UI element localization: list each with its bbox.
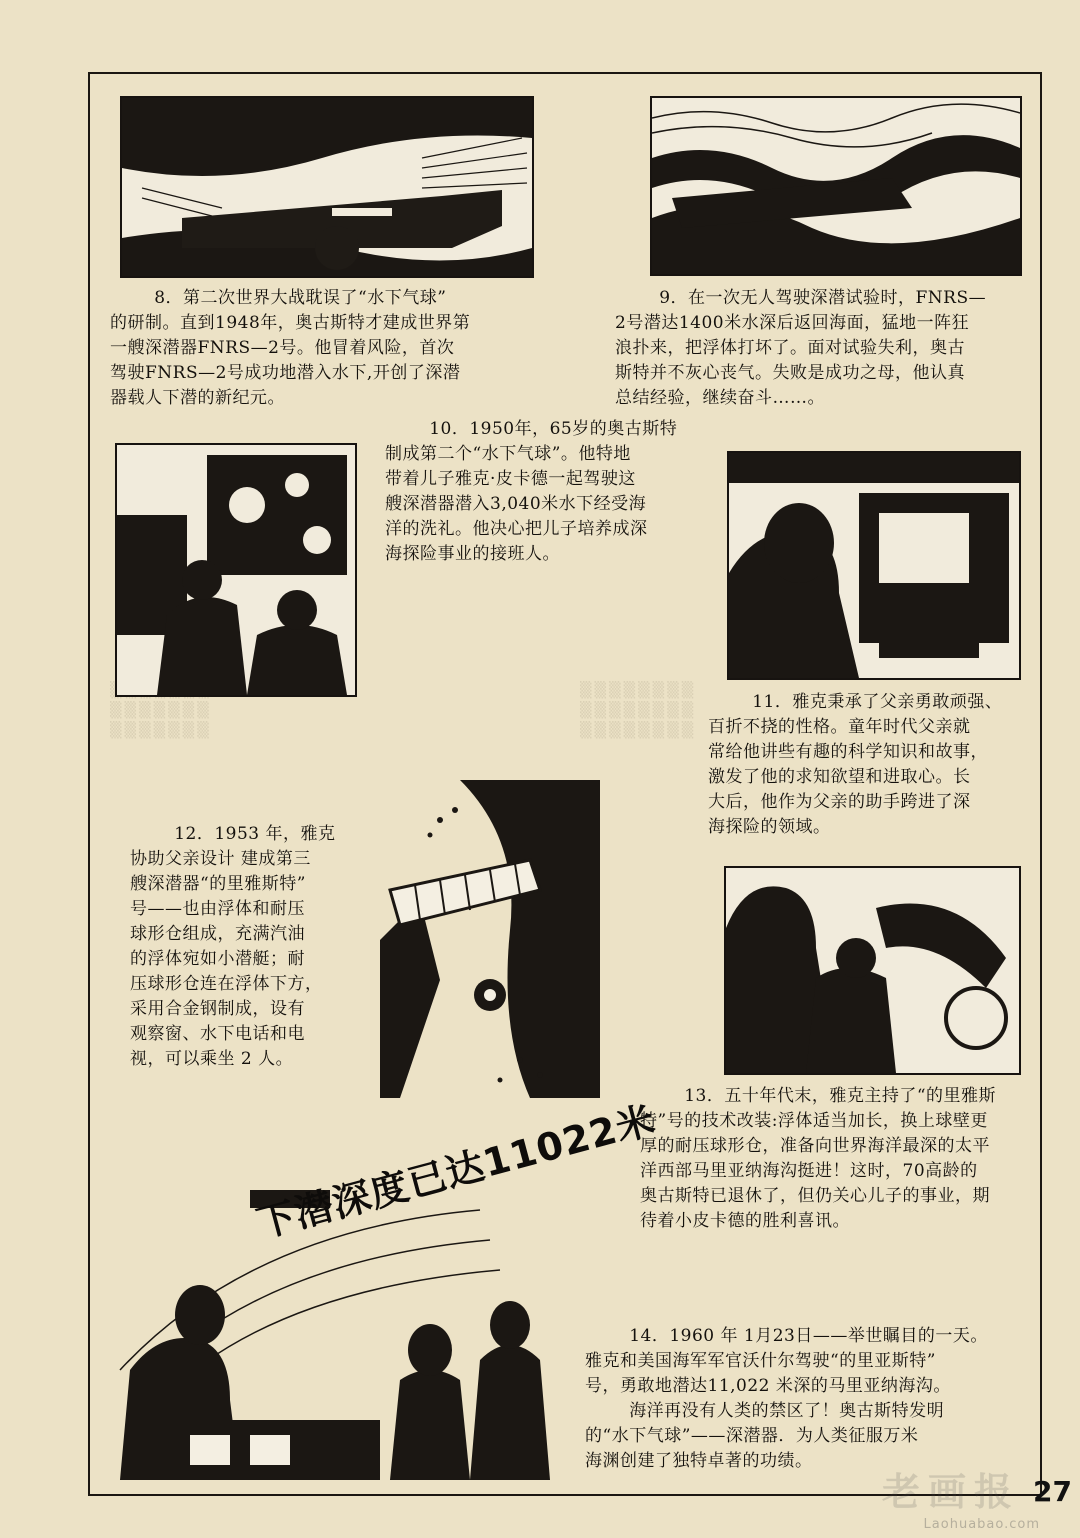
- depth-banner: 下潜深度已达11022米: [252, 1097, 660, 1247]
- caption-12-line: 球形仓组成，充满汽油: [130, 924, 305, 944]
- caption-8-line: 第二次世界大战耽误了“水下气球”: [183, 288, 447, 308]
- caption-12-line: 1953 年，雅克: [214, 824, 336, 844]
- caption-13-line: 特”号的技术改装:浮体适当加长，换上球壁更: [640, 1111, 988, 1131]
- caption-9: [615, 286, 1020, 411]
- caption-13: [640, 1084, 1020, 1234]
- caption-9-line: 斯特并不灰心丧气。失败是成功之母，他认真: [615, 363, 965, 383]
- illustration-panel-9: [650, 96, 1022, 276]
- caption-14-line: 1960 年 1月23日——举世瞩目的一天。: [669, 1326, 988, 1346]
- caption-9-line: 总结经验，继续奋斗……。: [615, 388, 825, 408]
- caption-10-line: 艘深潜器潜入3,040米水下经受海: [385, 494, 647, 514]
- illustration-panel-13: [724, 866, 1021, 1075]
- show-through-text: ▒▒▒▒▒▒▒▒ ▒▒▒▒▒▒▒▒ ▒▒▒▒▒▒▒▒: [580, 681, 697, 739]
- caption-11-line: 海探险的领域。: [708, 817, 831, 837]
- caption-8: [110, 286, 550, 411]
- caption-12-number: 12．: [174, 824, 215, 844]
- caption-14-line: 海洋再没有人类的禁区了！奥古斯特发明: [629, 1401, 945, 1421]
- caption-8-line: 一艘深潜器FNRS—2号。他冒着风险，首次: [110, 338, 455, 358]
- caption-12: [130, 822, 365, 1072]
- caption-10-line: 洋的洗礼。他决心把儿子培养成深: [385, 519, 648, 539]
- caption-11-line: 激发了他的求知欲望和进取心。长: [708, 767, 971, 787]
- caption-9-line: 在一次无人驾驶深潜试验时，FNRS—: [688, 288, 987, 308]
- caption-12-line: 采用合金钢制成，设有: [130, 999, 305, 1019]
- caption-11-number: 11．: [752, 692, 793, 712]
- caption-10: [385, 417, 695, 567]
- illustration-panel-8: [120, 96, 534, 278]
- caption-9-line: 浪扑来，把浮体打坏了。面对试验失利，奥古: [615, 338, 965, 358]
- control-room-father-son-illustration: [117, 445, 355, 695]
- watermark-logo: 老画报: [881, 1470, 1020, 1514]
- caption-8-number: 8．: [154, 288, 184, 308]
- caption-12-line: 视，可以乘坐 2 人。: [130, 1049, 294, 1069]
- caption-14-line: 的“水下气球”——深潜器．为人类征服万米: [585, 1426, 919, 1446]
- illustration-panel-10: [115, 443, 357, 697]
- caption-13-line: 洋西部马里亚纳海沟挺进！这时，70高龄的: [640, 1161, 978, 1181]
- show-through-text: ▒▒▒▒▒▒▒ ▒▒▒▒▒▒▒: [110, 701, 212, 739]
- caption-8-line: 器载人下潜的新纪元。: [110, 388, 285, 408]
- caption-13-line: 奥古斯特已退休了，但仍关心儿子的事业，期: [640, 1186, 990, 1206]
- caption-9-line: 2号潜达1400米水深后返回海面，猛地一阵狂: [615, 313, 970, 333]
- caption-12-line: 压球形仓连在浮体下方，: [130, 974, 323, 994]
- caption-14-number: 14．: [629, 1326, 670, 1346]
- page-number: 27: [1033, 1475, 1072, 1508]
- illustration-panel-11: [727, 451, 1021, 680]
- caption-12-line: 艘深潜器“的里雅斯特”: [130, 874, 306, 894]
- caption-13-line: 五十年代末，雅克主持了“的里雅斯: [724, 1086, 997, 1106]
- bathyscaphe-fnrs2-illustration: [122, 98, 532, 276]
- caption-12-line: 号——也由浮体和耐压: [130, 899, 305, 919]
- caption-11-line: 常给他讲些有趣的科学知识和故事，: [708, 742, 988, 762]
- caption-11: [708, 690, 1028, 840]
- caption-13-line: 待着小皮卡德的胜利喜讯。: [640, 1211, 850, 1231]
- caption-14-line: 号，勇敢地潜达11,022 米深的马里亚纳海沟。: [585, 1376, 951, 1396]
- trieste-descending-illustration: [380, 780, 600, 1098]
- caption-11-line: 雅克秉承了父亲勇敢顽强、: [792, 692, 1003, 712]
- caption-14-line: 雅克和美国海军军官沃什尔驾驶“的里亚斯特”: [585, 1351, 936, 1371]
- scientists-workshop-illustration: [726, 868, 1019, 1073]
- caption-10-line: 1950年，65岁的奥古斯特: [469, 419, 678, 439]
- caption-10-line: 海探险事业的接班人。: [385, 544, 560, 564]
- caption-14-line: 海渊创建了独特卓著的功绩。: [585, 1451, 813, 1471]
- caption-9-number: 9．: [659, 288, 689, 308]
- caption-12-line: 观察窗、水下电话和电: [130, 1024, 305, 1044]
- caption-14: [585, 1324, 1020, 1474]
- caption-10-line: 带着儿子雅克·皮卡德一起驾驶这: [385, 469, 636, 489]
- caption-10-number: 10．: [429, 419, 470, 439]
- caption-13-line: 厚的耐压球形仓，准备向世界海洋最深的太平: [640, 1136, 990, 1156]
- caption-8-line: 的研制。直到1948年，奥古斯特才建成世界第: [110, 313, 471, 333]
- caption-13-number: 13．: [684, 1086, 725, 1106]
- illustration-panel-12: [380, 780, 600, 1098]
- caption-12-line: 的浮体宛如小潜艇；耐: [130, 949, 305, 969]
- storm-waves-illustration: [652, 98, 1020, 274]
- jacques-at-console-illustration: [729, 453, 1019, 678]
- watermark-url: Laohuabao.com: [923, 1517, 1040, 1532]
- caption-11-line: 大后，他作为父亲的助手跨进了深: [708, 792, 971, 812]
- caption-10-line: 制成第二个“水下气球”。他特地: [385, 444, 631, 464]
- caption-11-line: 百折不挠的性格。童年时代父亲就: [708, 717, 971, 737]
- caption-12-line: 协助父亲设计 建成第三: [130, 849, 311, 869]
- caption-8-line: 驾驶FNRS—2号成功地潜入水下,开创了深潜: [110, 363, 461, 383]
